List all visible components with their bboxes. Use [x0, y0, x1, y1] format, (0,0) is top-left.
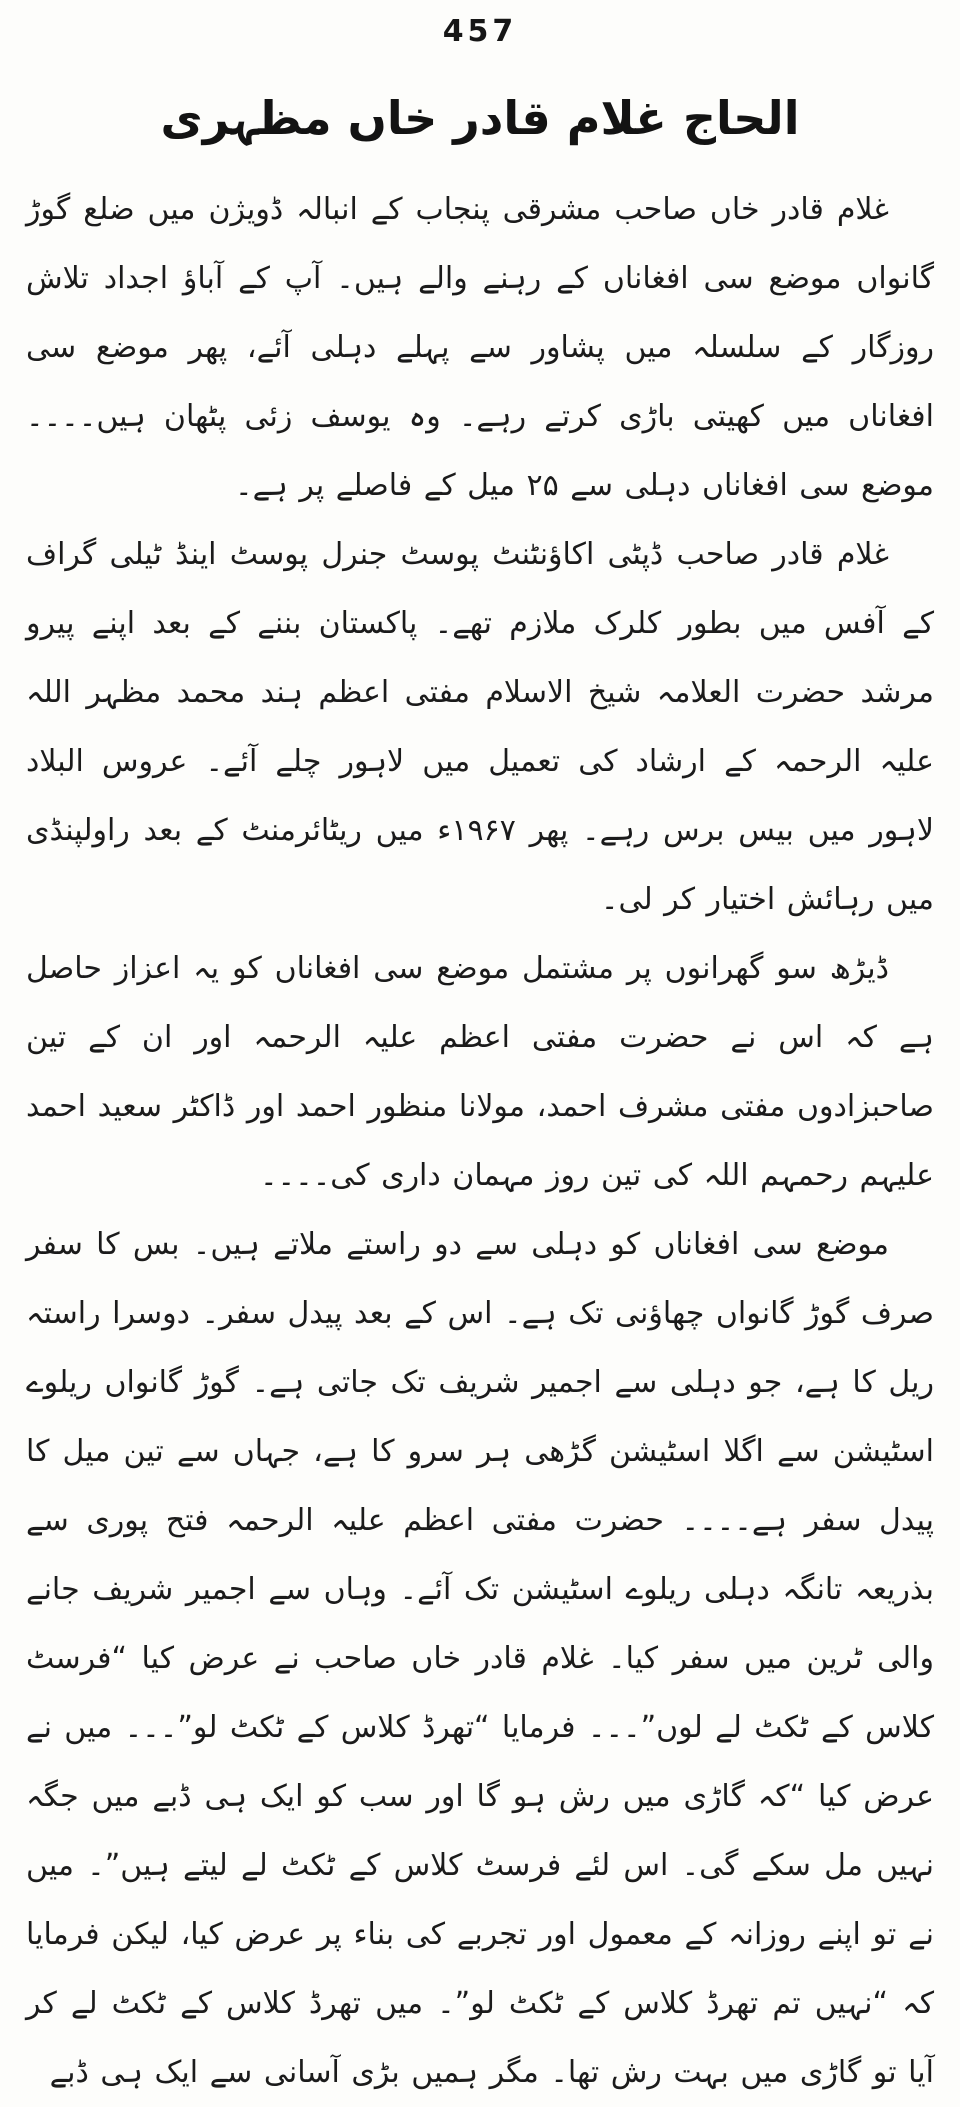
paragraph-1: غلام قادر خاں صاحب مشرقی پنجاب کے انبالہ ڈویژن میں ضلع گوڑ گانواں موضع سی افغاناں کے رہنے والے ہیں۔ آپ کے آباؤ اجداد تلاش روزگار کے سلسلہ میں پشاور سے پہلے دہلی آئے، پھر موضع سی افغاناں میں کھیتی باڑی کرتے رہے۔ وہ یوسف زئی پٹھان ہیں۔۔۔۔ موضع سی افغاناں دہلی سے ۲۵ میل کے فاصلے پر ہے۔ — [26, 191, 934, 503]
paragraph-2: غلام قادر صاحب ڈپٹی اکاؤنٹنٹ پوسٹ جنرل پوسٹ اینڈ ٹیلی گراف کے آفس میں بطور کلرک ملازم تھے۔ پاکستان بننے کے بعد اپنے پیرو مرشد حضرت العلامہ شیخ الاسلام مفتی اعظم ہند محمد مظہر اللہ علیہ الرحمہ کے ارشاد کی تعمیل میں لاہور چلے آئے۔ عروس البلاد لاہور میں بیس برس رہے۔ پھر ۱۹۶۷ء میں ریٹائرمنٹ کے بعد راولپنڈی میں رہائش اختیار کر لی۔ — [26, 536, 934, 917]
paragraph-3: ڈیڑھ سو گھرانوں پر مشتمل موضع سی افغاناں کو یہ اعزاز حاصل ہے کہ اس نے حضرت مفتی اعظم علیہ الرحمہ اور ان کے تین صاحبزادوں مفتی مشرف احمد، مولانا منظور احمد اور ڈاکٹر سعید احمد علیہم رحمہم اللہ کی تین روز مہمان داری کی۔۔۔۔ — [26, 950, 934, 1193]
body-text — [26, 175, 934, 2107]
page-number: 457 — [442, 14, 518, 49]
page-title: الحاج غلام قادر خاں مظہری — [160, 91, 800, 145]
paragraph-4: موضع سی افغاناں کو دہلی سے دو راستے ملاتے ہیں۔ بس کا سفر صرف گوڑ گانواں چھاؤنی تک ہے۔ اس کے بعد پیدل سفر۔ دوسرا راستہ ریل کا ہے، جو دہلی سے اجمیر شریف تک جاتی ہے۔ گوڑ گانواں ریلوے اسٹیشن سے اگلا اسٹیشن گڑھی ہر سرو کا ہے، جہاں سے تین میل کا پیدل سفر ہے۔۔۔۔ حضرت مفتی اعظم علیہ الرحمہ فتح پوری سے بذریعہ تانگہ دہلی ریلوے اسٹیشن تک آئے۔ وہاں سے اجمیر شریف جانے والی ٹرین میں سفر کیا۔ غلام قادر خاں صاحب نے عرض کیا “فرسٹ کلاس کے ٹکٹ لے لوں”۔۔۔ فرمایا “تھرڈ کلاس کے ٹکٹ لو”۔۔۔ میں نے عرض کیا “کہ گاڑی میں رش ہو گا اور سب کو ایک ہی ڈبے میں جگہ نہیں مل سکے گی۔ اس لئے فرسٹ کلاس کے ٹکٹ لے لیتے ہیں”۔ میں نے تو اپنے روزانہ کے معمول اور تجربے کی بناء پر عرض کیا، لیکن فرمایا کہ “نہیں تم تھرڈ کلاس کے ٹکٹ لو”۔ میں تھرڈ کلاس کے ٹکٹ لے کر آیا تو گاڑی میں بہت رش تھا۔ مگر ہمیں بڑی آسانی سے ایک ہی ڈبے — [26, 1226, 934, 2090]
